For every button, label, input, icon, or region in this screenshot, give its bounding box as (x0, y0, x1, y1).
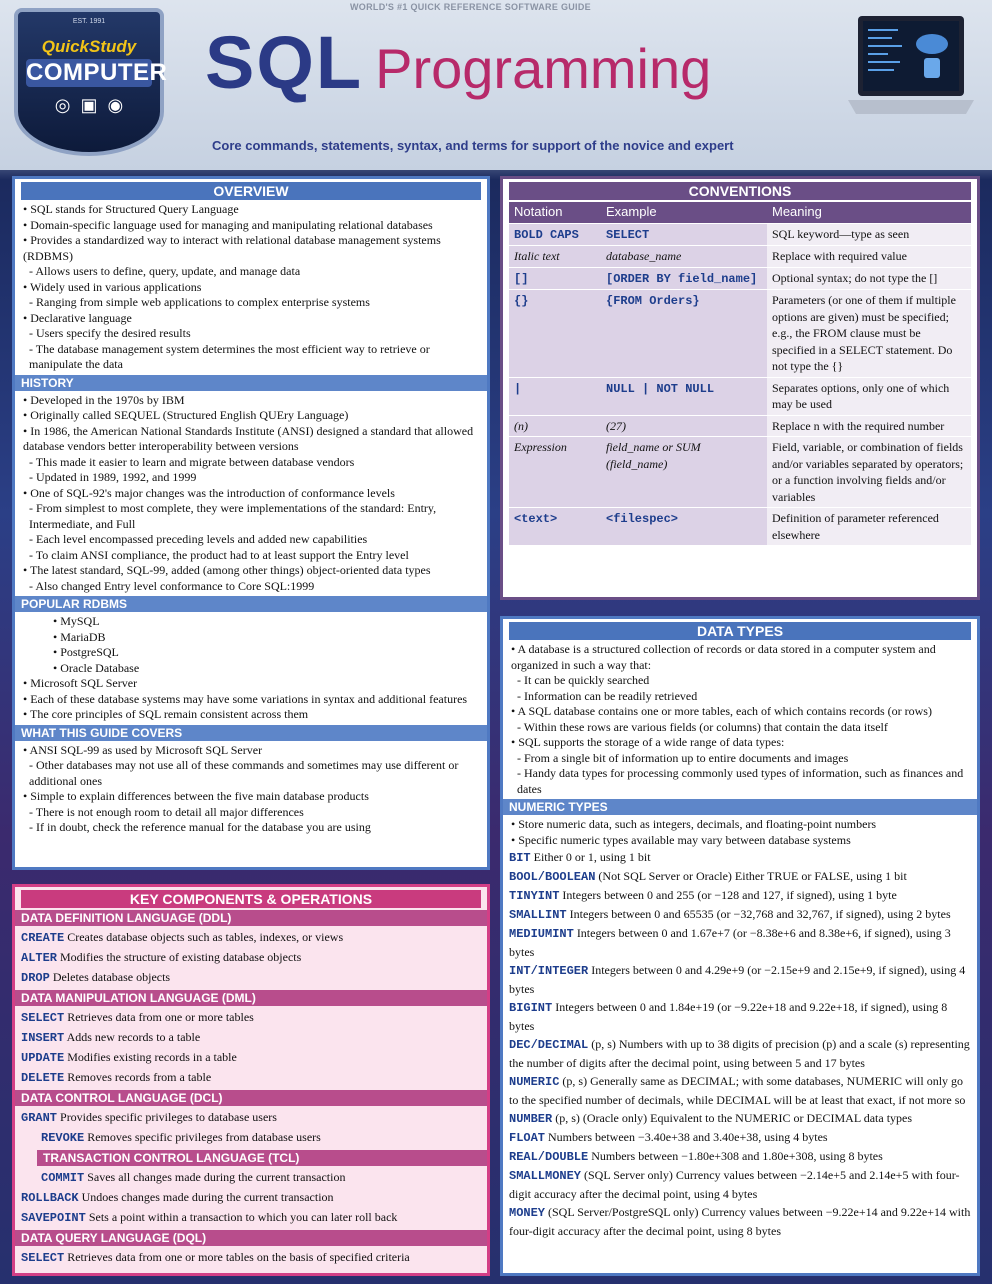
list-item: - This made it easier to learn and migrate between database vendors (23, 455, 481, 471)
header (0, 0, 992, 170)
col-meaning: Meaning (767, 202, 971, 223)
example-cell: field_name or SUM (field_name) (606, 440, 701, 471)
command-keyword: GRANT (21, 1111, 58, 1125)
list-item: • Specific numeric types available may vary between database systems (511, 833, 971, 849)
list-item: • Declarative language (23, 311, 481, 327)
list-item: • Domain-specific language used for managing and manipulating relational databases (23, 218, 481, 234)
title-programming: Programming (375, 37, 712, 100)
command-description: Provides specific privileges to database users (60, 1110, 277, 1124)
list-item: - Within these rows are various fields (or columns) that contain the data itself (511, 720, 971, 736)
numeric-type-keyword: BIT (509, 851, 531, 865)
quickstudy-badge (14, 8, 168, 156)
numeric-type-keyword: BIGINT (509, 1001, 553, 1015)
list-item: • The core principles of SQL remain consistent across them (23, 707, 481, 723)
title-sql: SQL (205, 21, 364, 104)
command-keyword: ALTER (21, 951, 58, 965)
command-description: Undoes changes made during the current transaction (81, 1190, 334, 1204)
list-item: - There is not enough room to detail all major differences (23, 805, 481, 821)
list-item: • Widely used in various applications (23, 280, 481, 296)
badge-title: COMPUTER (26, 59, 168, 86)
conventions-table (509, 202, 971, 546)
history-list (15, 393, 487, 595)
numeric-types-title: NUMERIC TYPES (503, 799, 977, 815)
numeric-type-row (503, 1128, 977, 1147)
notation-cell: (n) (514, 418, 528, 433)
key-section-title: DATA DEFINITION LANGUAGE (DDL) (15, 910, 487, 926)
numeric-type-keyword: FLOAT (509, 1131, 546, 1145)
list-item: • PostgreSQL (23, 645, 481, 661)
list-item: • Developed in the 1970s by IBM (23, 393, 481, 409)
conventions-row (509, 437, 971, 508)
notation-cell: {} (514, 294, 529, 308)
numeric-type-row (503, 924, 977, 961)
command-keyword: SAVEPOINT (21, 1211, 86, 1225)
numeric-type-keyword: NUMERIC (509, 1075, 560, 1089)
list-item: • A SQL database contains one or more tables, each of which contains records (or rows) (511, 704, 971, 720)
numeric-type-row (503, 1203, 977, 1240)
numeric-type-description: (p, s) Numbers with up to 38 digits of precision (p) and a scale (s) representing the number of digits after the decimal point, using between 5 and 17 bytes (509, 1037, 970, 1070)
command-keyword: SELECT (21, 1011, 65, 1025)
numeric-type-description: Numbers between −3.40e+38 and 3.40e+38, using 4 bytes (548, 1130, 828, 1144)
notation-cell: Italic text (514, 249, 560, 263)
key-section-title: TRANSACTION CONTROL LANGUAGE (TCL) (37, 1150, 487, 1166)
command-row (15, 1028, 487, 1048)
col-notation: Notation (509, 202, 601, 223)
list-item: - Other databases may not use all of these commands and sometimes may use different or additional ones (23, 758, 481, 789)
command-description: Retrieves data from one or more tables (67, 1010, 254, 1024)
example-cell: {FROM Orders} (606, 294, 700, 308)
numeric-type-description: Numbers between −1.80e+308 and 1.80e+308, using 8 bytes (591, 1149, 883, 1163)
command-row (15, 1048, 487, 1068)
command-keyword: UPDATE (21, 1051, 65, 1065)
data-types-title: DATA TYPES (509, 622, 971, 640)
numeric-type-keyword: SMALLINT (509, 908, 567, 922)
list-item: • A database is a structured collection of records or data stored in a computer system and organized in such a way that: (511, 642, 971, 673)
command-keyword: REVOKE (41, 1131, 85, 1145)
numeric-type-keyword: MEDIUMINT (509, 927, 574, 941)
numeric-types-body (503, 848, 977, 1240)
overview-title: OVERVIEW (21, 182, 481, 200)
numeric-type-description: Integers between 0 and 1.67e+7 (or −8.38e+6 and 8.38e+6, if signed), using 3 bytes (509, 926, 951, 959)
meaning-cell: Field, variable, or combination of fields and/or variables separated by operators; or a function involving fields and/or variables (772, 440, 964, 504)
numeric-type-description: (p, s) Generally same as DECIMAL; with some databases, NUMERIC will only go to the specified number of decimals, while DECIMAL will be at least that exact, if not more so (509, 1074, 966, 1107)
key-components-panel (12, 884, 490, 1276)
command-description: Adds new records to a table (66, 1030, 201, 1044)
list-item: - If in doubt, check the reference manual for the database you are using (23, 820, 481, 836)
numeric-type-row (503, 1035, 977, 1072)
globe-icon: ◎ (54, 95, 71, 115)
numeric-type-description: (Not SQL Server or Oracle) Either TRUE or FALSE, using 1 bit (598, 869, 907, 883)
list-item: - It can be quickly searched (511, 673, 971, 689)
numeric-type-keyword: DEC/DECIMAL (509, 1038, 589, 1052)
numeric-type-keyword: BOOL/BOOLEAN (509, 870, 596, 884)
list-item: - Updated in 1989, 1992, and 1999 (23, 470, 481, 486)
list-item: - From simplest to most complete, they were implementations of the standard: Entry, Intermediate, and Full (23, 501, 481, 532)
command-keyword: ROLLBACK (21, 1191, 79, 1205)
conventions-title: CONVENTIONS (509, 182, 971, 200)
notation-cell: | (514, 381, 522, 396)
command-keyword: COMMIT (41, 1171, 85, 1185)
list-item: • ANSI SQL-99 as used by Microsoft SQL Server (23, 743, 481, 759)
example-cell: NULL | NOT NULL (606, 381, 715, 396)
list-item: - The database management system determines the most efficient way to retrieve or manipulate the data (23, 342, 481, 373)
conventions-row (509, 508, 971, 546)
list-item: • SQL stands for Structured Query Language (23, 202, 481, 218)
numeric-type-keyword: REAL/DOUBLE (509, 1150, 589, 1164)
command-row (15, 1248, 487, 1268)
notation-cell: <text> (514, 512, 558, 526)
list-item: • Microsoft SQL Server (23, 676, 481, 692)
list-item: • Store numeric data, such as integers, decimals, and floating-point numbers (511, 817, 971, 833)
command-description: Modifies existing records in a table (67, 1050, 237, 1064)
list-item: - Information can be readily retrieved (511, 689, 971, 705)
list-item: • Oracle Database (23, 661, 481, 677)
list-item: • Each of these database systems may have some variations in syntax and additional features (23, 692, 481, 708)
command-description: Deletes database objects (52, 970, 171, 984)
command-description: Sets a point within a transaction to which you can later roll back (88, 1210, 398, 1224)
covers-title: WHAT THIS GUIDE COVERS (15, 725, 487, 741)
command-row (15, 1128, 487, 1148)
numeric-type-description: (p, s) (Oracle only) Equivalent to the NUMERIC or DECIMAL data types (555, 1111, 913, 1125)
overview-panel (12, 176, 490, 870)
numeric-type-row (503, 1109, 977, 1128)
numeric-type-description: Integers between 0 and 1.84e+19 (or −9.22e+18 and 9.22e+18, if signed), using 8 bytes (509, 1000, 948, 1033)
numeric-type-row (503, 961, 977, 998)
conventions-panel (500, 176, 980, 600)
list-item: - Allows users to define, query, update, and manage data (23, 264, 481, 280)
numeric-type-row (503, 1147, 977, 1166)
numeric-intro-list (503, 817, 977, 848)
command-row (15, 1188, 487, 1208)
history-title: HISTORY (15, 375, 487, 391)
example-cell: (27) (606, 418, 626, 433)
numeric-type-row (503, 1166, 977, 1203)
list-item: - To claim ANSI compliance, the product had to at least support the Entry level (23, 548, 481, 564)
meaning-cell: Parameters (or one of them if multiple options are given) must be specified; e.g., the FROM clause must be specified in a SELECT statement. Do not type the {} (772, 293, 956, 373)
list-item: • In 1986, the American National Standards Institute (ANSI) designed a standard that allowed database vendors better interoperability between versions (23, 424, 481, 455)
key-components-body (15, 910, 487, 1268)
numeric-type-description: Integers between 0 and 255 (or −128 and 127, if signed), using 1 byte (562, 888, 897, 902)
numeric-type-description: Either 0 or 1, using 1 bit (533, 850, 651, 864)
example-cell: SELECT (606, 227, 650, 242)
data-types-panel (500, 616, 980, 1276)
list-item: • MariaDB (23, 630, 481, 646)
data-types-list (503, 642, 977, 797)
command-keyword: INSERT (21, 1031, 65, 1045)
list-item: • The latest standard, SQL-99, added (among other things) object-oriented data types (23, 563, 481, 579)
list-item: - From a single bit of information up to entire documents and images (511, 751, 971, 767)
command-row (15, 948, 487, 968)
badge-est: EST. 1991 (72, 18, 106, 25)
command-row (15, 1168, 487, 1188)
list-item: • Simple to explain differences between the five main database products (23, 789, 481, 805)
numeric-type-row (503, 848, 977, 867)
conventions-row (509, 246, 971, 268)
command-keyword: CREATE (21, 931, 65, 945)
numeric-type-row (503, 1072, 977, 1109)
command-description: Modifies the structure of existing database objects (60, 950, 302, 964)
list-item: • SQL supports the storage of a wide range of data types: (511, 735, 971, 751)
command-row (15, 1208, 487, 1228)
numeric-type-row (503, 886, 977, 905)
meaning-cell: Definition of parameter referenced elsewhere (772, 511, 939, 542)
numeric-type-row (503, 905, 977, 924)
command-row (15, 1108, 487, 1128)
popular-title: POPULAR RDBMS (15, 596, 487, 612)
numeric-type-keyword: TINYINT (509, 889, 560, 903)
numeric-type-keyword: INT/INTEGER (509, 964, 589, 978)
meaning-cell: Replace n with the required number (772, 418, 945, 433)
list-item: • MySQL (23, 614, 481, 630)
example-cell: [ORDER BY field_name] (606, 271, 758, 286)
brand-line: WORLD'S #1 QUICK REFERENCE SOFTWARE GUIDE (350, 2, 591, 12)
meaning-cell: Separates options, only one of which may be used (772, 380, 950, 411)
col-example: Example (601, 202, 767, 223)
command-description: Saves all changes made during the current transaction (87, 1170, 346, 1184)
conventions-row (509, 223, 971, 246)
monitor-icon: ▣ (80, 95, 98, 115)
chat-icon: ◉ (107, 95, 124, 115)
command-description: Retrieves data from one or more tables on the basis of specified criteria (67, 1250, 410, 1264)
command-description: Removes specific privileges from database users (87, 1130, 321, 1144)
conventions-row (509, 267, 971, 290)
conventions-row (509, 290, 971, 378)
command-row (15, 1008, 487, 1028)
key-section-title: DATA MANIPULATION LANGUAGE (DML) (15, 990, 487, 1006)
notation-cell: BOLD CAPS (514, 227, 579, 242)
laptop-icon (844, 10, 978, 130)
example-cell: database_name (606, 249, 682, 263)
list-item: • One of SQL-92's major changes was the introduction of conformance levels (23, 486, 481, 502)
meaning-cell: SQL keyword—type as seen (772, 226, 910, 241)
numeric-type-description: (SQL Server/PostgreSQL only) Currency values between −9.22e+14 and 9.22e+14 with four-digit accuracy after the decimal point, using 8 bytes (509, 1205, 971, 1238)
numeric-type-description: Integers between 0 and 65535 (or −32,768 and 32,767, if signed), using 2 bytes (569, 907, 951, 921)
command-keyword: SELECT (21, 1251, 65, 1265)
numeric-type-description: (SQL Server only) Currency values between −2.14e+5 and 2.14e+5 with four-digit accuracy after the decimal point, using 4 bytes (509, 1168, 960, 1201)
list-item: • Provides a standardized way to interact with relational database management systems (RDBMS) (23, 233, 481, 264)
meaning-cell: Optional syntax; do not type the [] (772, 270, 938, 285)
key-section-title: DATA CONTROL LANGUAGE (DCL) (15, 1090, 487, 1106)
command-keyword: DROP (21, 971, 50, 985)
notation-cell: Expression (514, 440, 567, 454)
numeric-type-keyword: NUMBER (509, 1112, 553, 1126)
numeric-type-keyword: SMALLMONEY (509, 1169, 582, 1183)
command-description: Removes records from a table (67, 1070, 212, 1084)
page-title (205, 20, 711, 105)
numeric-type-keyword: MONEY (509, 1206, 546, 1220)
badge-brand: QuickStudy (41, 37, 137, 56)
command-keyword: DELETE (21, 1071, 65, 1085)
numeric-type-row (503, 867, 977, 886)
numeric-type-description: Integers between 0 and 4.29e+9 (or −2.15e+9 and 2.15e+9, if signed), using 4 bytes (509, 963, 966, 996)
numeric-type-row (503, 998, 977, 1035)
notation-cell: [] (514, 271, 529, 286)
meaning-cell: Replace with required value (772, 249, 907, 263)
covers-list (15, 743, 487, 836)
command-row (15, 968, 487, 988)
key-components-title: KEY COMPONENTS & OPERATIONS (21, 890, 481, 908)
list-item: - Handy data types for processing commonly used types of information, such as finances and dates (511, 766, 971, 797)
list-item: - Also changed Entry level conformance to Core SQL:1999 (23, 579, 481, 595)
command-row (15, 1068, 487, 1088)
conventions-row (509, 415, 971, 437)
list-item: - Users specify the desired results (23, 326, 481, 342)
list-item: - Ranging from simple web applications to complex enterprise systems (23, 295, 481, 311)
list-item: - Each level encompassed preceding levels and added new capabilities (23, 532, 481, 548)
list-item: • Originally called SEQUEL (Structured English QUEry Language) (23, 408, 481, 424)
command-row (15, 928, 487, 948)
overview-list (15, 202, 487, 373)
key-section-title: DATA QUERY LANGUAGE (DQL) (15, 1230, 487, 1246)
subtitle: Core commands, statements, syntax, and terms for support of the novice and expert (212, 138, 734, 153)
popular-list (15, 614, 487, 723)
conventions-row (509, 377, 971, 415)
command-description: Creates database objects such as tables, indexes, or views (67, 930, 344, 944)
example-cell: <filespec> (606, 512, 679, 526)
